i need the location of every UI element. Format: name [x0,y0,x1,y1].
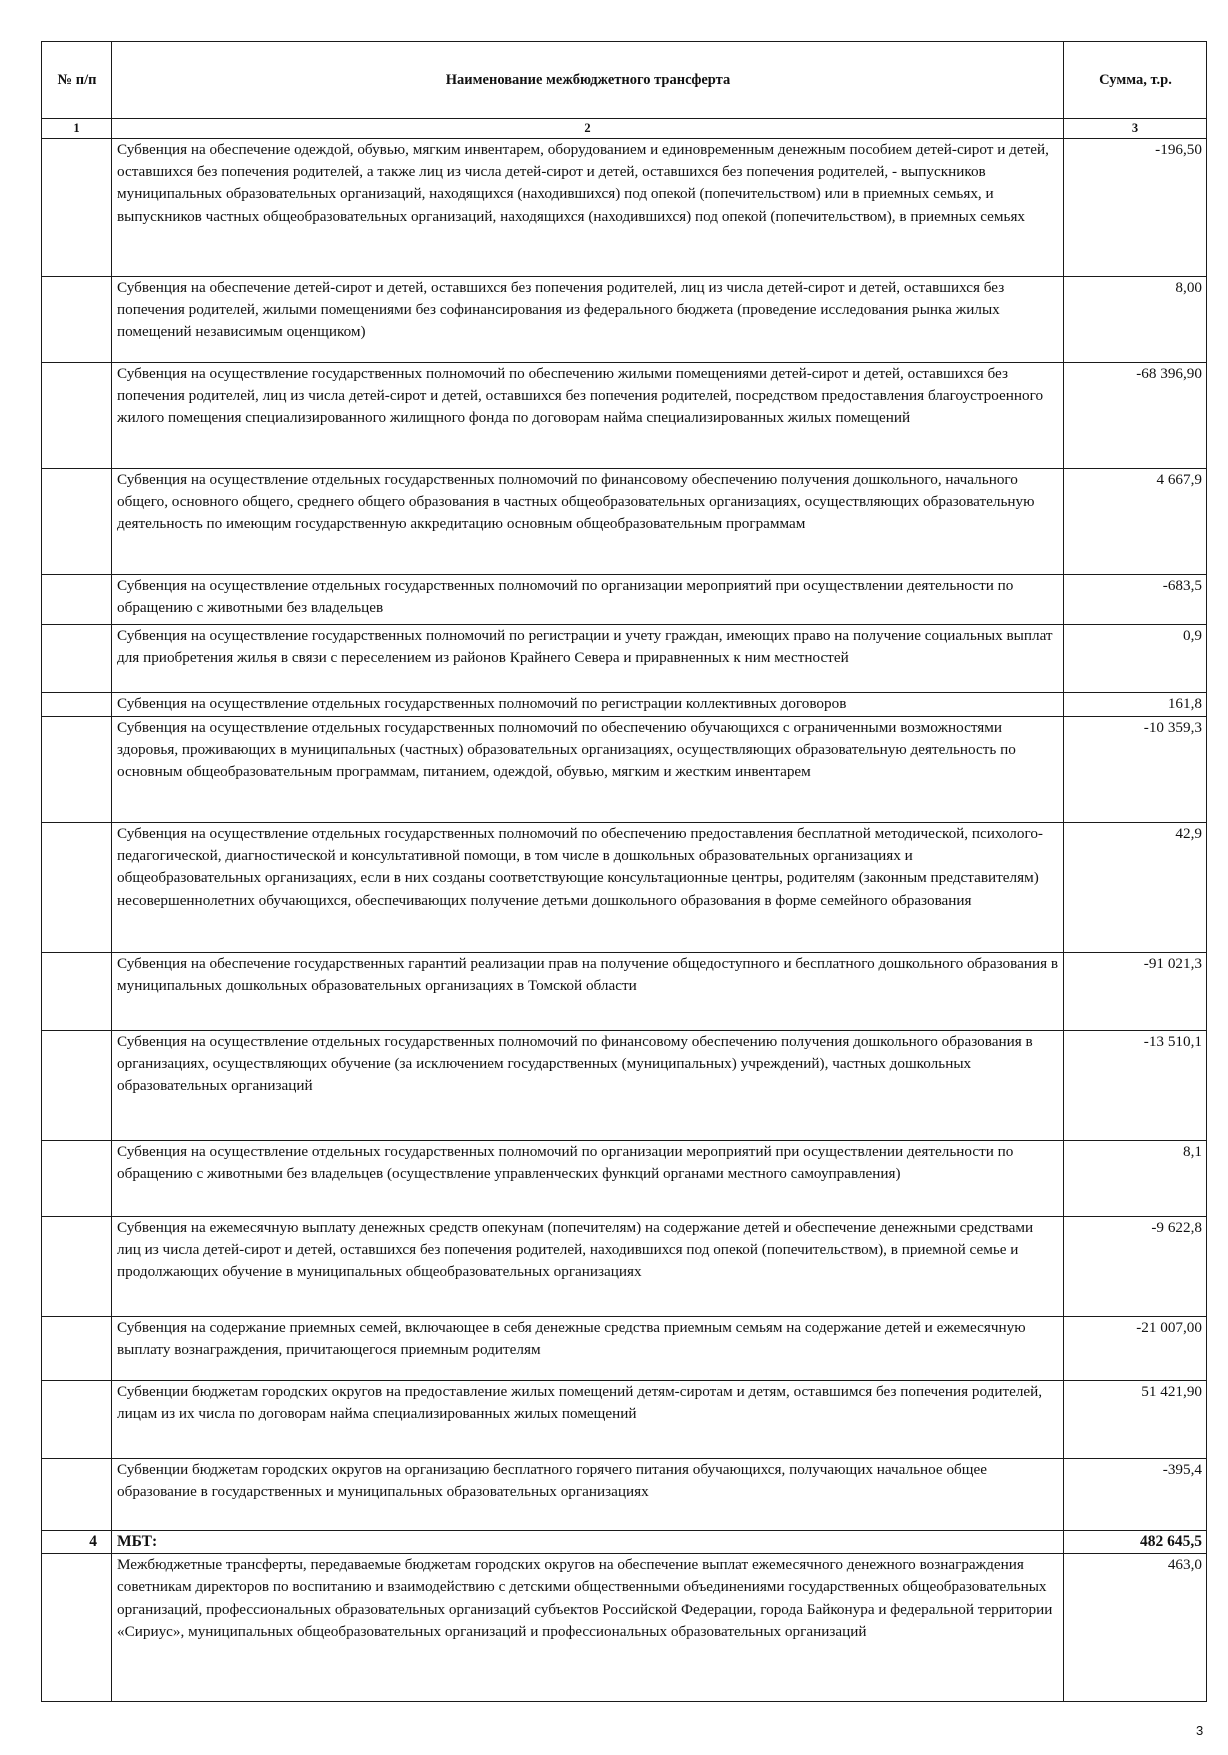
transfer-amount: -10 359,3 [1064,717,1207,823]
table-row [42,1031,1207,1141]
row-number [42,823,112,953]
table-row [42,1317,1207,1381]
row-number [42,1031,112,1141]
row-number [42,277,112,363]
column-number-1: 1 [42,119,112,139]
transfer-name: Субвенция на осуществление отдельных государственных полномочий по регистрации коллективных договоров [112,693,1064,717]
row-number [42,1459,112,1531]
transfer-amount: 8,00 [1064,277,1207,363]
column-number-2: 2 [112,119,1064,139]
transfers-table [41,41,1207,1702]
row-number [42,717,112,823]
transfer-name: Межбюджетные трансферты, передаваемые бюджетам городских округов на обеспечение выплат ежемесячного денежного вознаграждения советникам директоров по воспитанию и взаимодействию с детскими общественными объединениями государственных общеобразовательных организаций, профессиональных образовательных организаций субъектов Российской Федерации, города Байконура и федеральной территории «Сириус», муниципальных общеобразовательных организаций и профессиональных образовательных организаций [112,1554,1064,1702]
transfer-amount: 8,1 [1064,1141,1207,1217]
table-body [42,42,1207,1702]
table-row [42,1554,1207,1702]
transfer-name: Субвенции бюджетам городских округов на организацию бесплатного горячего питания обучающихся, получающих начальное общее образование в государственных и муниципальных образовательных организациях [112,1459,1064,1531]
header-row [42,42,1207,119]
table-row [42,1459,1207,1531]
section-amount: 482 645,5 [1064,1531,1207,1554]
transfer-amount: -395,4 [1064,1459,1207,1531]
section-number: 4 [42,1531,112,1554]
transfer-amount: -9 622,8 [1064,1217,1207,1317]
transfer-name: Субвенция на осуществление отдельных государственных полномочий по финансовому обеспечению получения дошкольного образования в организациях, осуществляющих обучение (за исключением государственных (муниципальных) учреждений), частных дошкольных образовательных организаций [112,1031,1064,1141]
row-number [42,1217,112,1317]
row-number [42,469,112,575]
transfer-amount: -683,5 [1064,575,1207,625]
column-number-row [42,119,1207,139]
section-row [42,1531,1207,1554]
transfer-amount: 161,8 [1064,693,1207,717]
section-name: МБТ: [112,1531,1064,1554]
column-number-3: 3 [1064,119,1207,139]
transfer-amount: -91 021,3 [1064,953,1207,1031]
row-number [42,139,112,277]
transfer-amount: -68 396,90 [1064,363,1207,469]
transfer-amount: 0,9 [1064,625,1207,693]
transfer-name: Субвенция на осуществление отдельных государственных полномочий по организации мероприятий при осуществлении деятельности по обращению с животными без владельцев [112,575,1064,625]
transfer-name: Субвенция на обеспечение детей-сирот и детей, оставшихся без попечения родителей, лиц из числа детей-сирот и детей, оставшихся без попечения родителей, жилыми помещениями без софинансирования из федерального бюджета (проведение исследования рынка жилых помещений независимым оценщиком) [112,277,1064,363]
transfer-name: Субвенция на осуществление отдельных государственных полномочий по обеспечению обучающихся с ограниченными возможностями здоровья, проживающих в муниципальных (частных) образовательных организациях, осуществляющих образовательную деятельность по основным общеобразовательным программам, питанием, одеждой, обувью, мягким и жестким инвентарем [112,717,1064,823]
row-number [42,625,112,693]
row-number [42,1554,112,1702]
table-row [42,823,1207,953]
table-row [42,575,1207,625]
transfer-amount: -13 510,1 [1064,1031,1207,1141]
transfer-name: Субвенция на ежемесячную выплату денежных средств опекунам (попечителям) на содержание детей и обеспечение денежными средствами лиц из числа детей-сирот и детей, оставшихся без попечения родителей, находившихся под опекой (попечительством), в приемной семье и продолжающих обучение в муниципальных общеобразовательных организациях [112,1217,1064,1317]
table-row [42,625,1207,693]
transfer-name: Субвенция на осуществление отдельных государственных полномочий по обеспечению предоставления бесплатной методической, психолого-педагогической, диагностической и консультативной помощи, в том числе в дошкольных образовательных организациях и общеобразовательных организациях, если в них созданы соответствующие консультационные центры, родителям (законным представителям) несовершеннолетних обучающихся, обеспечивающих получение детьми дошкольного образования в форме семейного образования [112,823,1064,953]
transfer-name: Субвенции бюджетам городских округов на предоставление жилых помещений детям-сиротам и детям, оставшимся без попечения родителей, лицам из их числа по договорам найма специализированных жилых помещений [112,1381,1064,1459]
table-row [42,469,1207,575]
transfer-name: Субвенция на содержание приемных семей, включающее в себя денежные средства приемным семьям на содержание детей и ежемесячную выплату вознаграждения, причитающегося приемным родителям [112,1317,1064,1381]
row-number [42,693,112,717]
table-row [42,363,1207,469]
transfer-amount: 4 667,9 [1064,469,1207,575]
table-row [42,277,1207,363]
transfer-amount: 51 421,90 [1064,1381,1207,1459]
table-row [42,953,1207,1031]
row-number [42,575,112,625]
transfer-amount: -196,50 [1064,139,1207,277]
row-number [42,953,112,1031]
transfer-name: Субвенция на осуществление отдельных государственных полномочий по финансовому обеспечению получения дошкольного, начального общего, основного общего, среднего общего образования в частных общеобразовательных организациях, осуществляющих образовательную деятельность по имеющим государственную аккредитацию основным общеобразовательным программам [112,469,1064,575]
transfer-amount: -21 007,00 [1064,1317,1207,1381]
row-number [42,363,112,469]
row-number [42,1381,112,1459]
table-row [42,693,1207,717]
transfer-name: Субвенция на осуществление государственных полномочий по регистрации и учету граждан, имеющих право на получение социальных выплат для приобретения жилья в связи с переселением из районов Крайнего Севера и приравненных к ним местностей [112,625,1064,693]
table-row [42,717,1207,823]
table-row [42,1381,1207,1459]
transfer-amount: 463,0 [1064,1554,1207,1702]
header-name: Наименование межбюджетного трансферта [112,42,1064,119]
table-row [42,1217,1207,1317]
header-num: № п/п [42,42,112,119]
transfer-name: Субвенция на обеспечение государственных гарантий реализации прав на получение общедоступного и бесплатного дошкольного образования в муниципальных дошкольных образовательных организациях в Томской области [112,953,1064,1031]
row-number [42,1141,112,1217]
page-number: 3 [1196,1723,1204,1738]
transfer-name: Субвенция на осуществление отдельных государственных полномочий по организации мероприятий при осуществлении деятельности по обращению с животными без владельцев (осуществление управленческих функций органами местного самоуправления) [112,1141,1064,1217]
transfer-name: Субвенция на обеспечение одеждой, обувью, мягким инвентарем, оборудованием и единовременным денежным пособием детей-сирот и детей, оставшихся без попечения родителей, а также лиц из числа детей-сирот и детей, оставшихся без попечения родителей, - выпускников муниципальных образовательных организаций, находящихся (находившихся) под опекой (попечительством) или в приемных семьях, и выпускников частных общеобразовательных организаций, находящихся (находившихся) под опекой (попечительством), в приемных семьях [112,139,1064,277]
header-sum: Сумма, т.р. [1064,42,1207,119]
transfer-name: Субвенция на осуществление государственных полномочий по обеспечению жилыми помещениями детей-сирот и детей, оставшихся без попечения родителей, лиц из числа детей-сирот и детей, оставшихся без попечения родителей, посредством предоставления благоустроенного жилого помещения специализированного жилищного фонда по договорам найма специализированных жилых помещений [112,363,1064,469]
transfer-amount: 42,9 [1064,823,1207,953]
table-row [42,139,1207,277]
row-number [42,1317,112,1381]
table-row [42,1141,1207,1217]
